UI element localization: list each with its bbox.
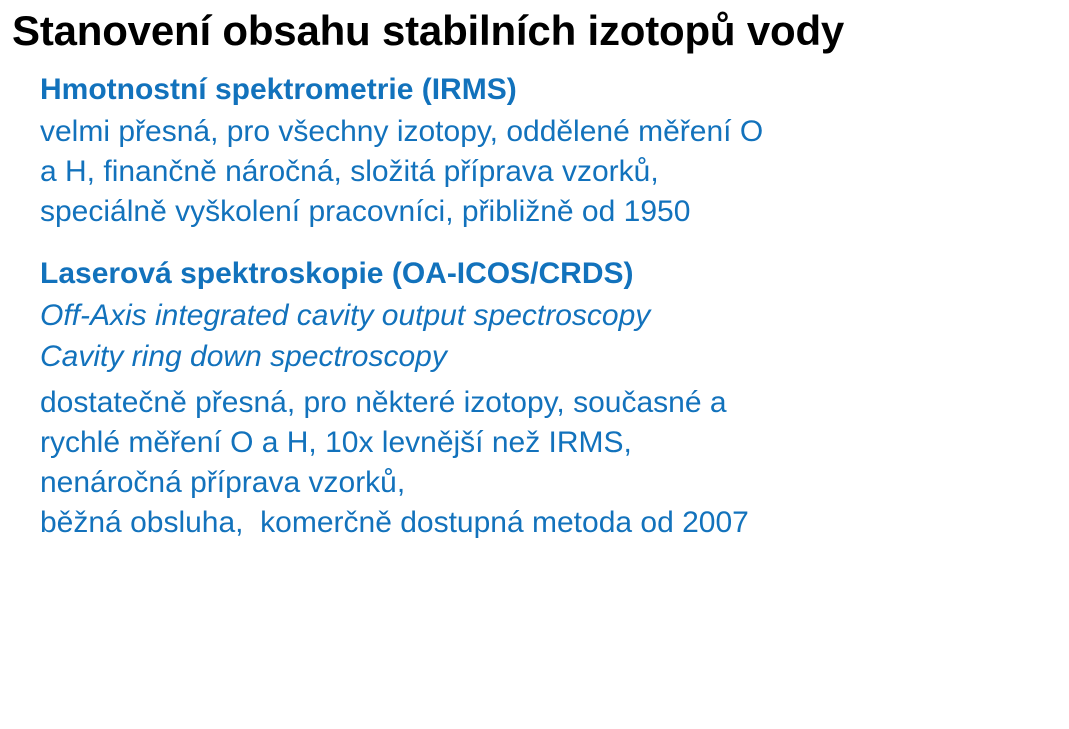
section-line: rychlé měření O a H, 10x levnější než IRMS, — [40, 426, 632, 460]
section-heading: Hmotnostní spektrometrie (IRMS) — [40, 72, 517, 106]
section-line: a H, finančně náročná, složitá příprava vzorků, — [40, 154, 659, 188]
section-irms — [40, 70, 1059, 233]
section-line: Cavity ring down spectroscopy — [40, 339, 447, 373]
section-line: velmi přesná, pro všechny izotopy, oddělené měření O — [40, 114, 764, 148]
section-line: běžná obsluha, komerčně dostupná metoda od 2007 — [40, 506, 749, 540]
section-line: Off-Axis integrated cavity output spectroscopy — [40, 299, 651, 333]
slide-body — [40, 70, 1059, 544]
section-line: dostatečně přesná, pro některé izotopy, současné a — [40, 385, 727, 419]
section-line: nenáročná příprava vzorků, — [40, 466, 406, 500]
page-title: Stanovení obsahu stabilních izotopů vody — [12, 7, 845, 54]
section-laser-spectroscopy — [40, 254, 1059, 543]
section-heading: Laserová spektroskopie (OA-ICOS/CRDS) — [40, 257, 634, 291]
section-line: speciálně vyškolení pracovníci, přibližně od 1950 — [40, 195, 691, 229]
